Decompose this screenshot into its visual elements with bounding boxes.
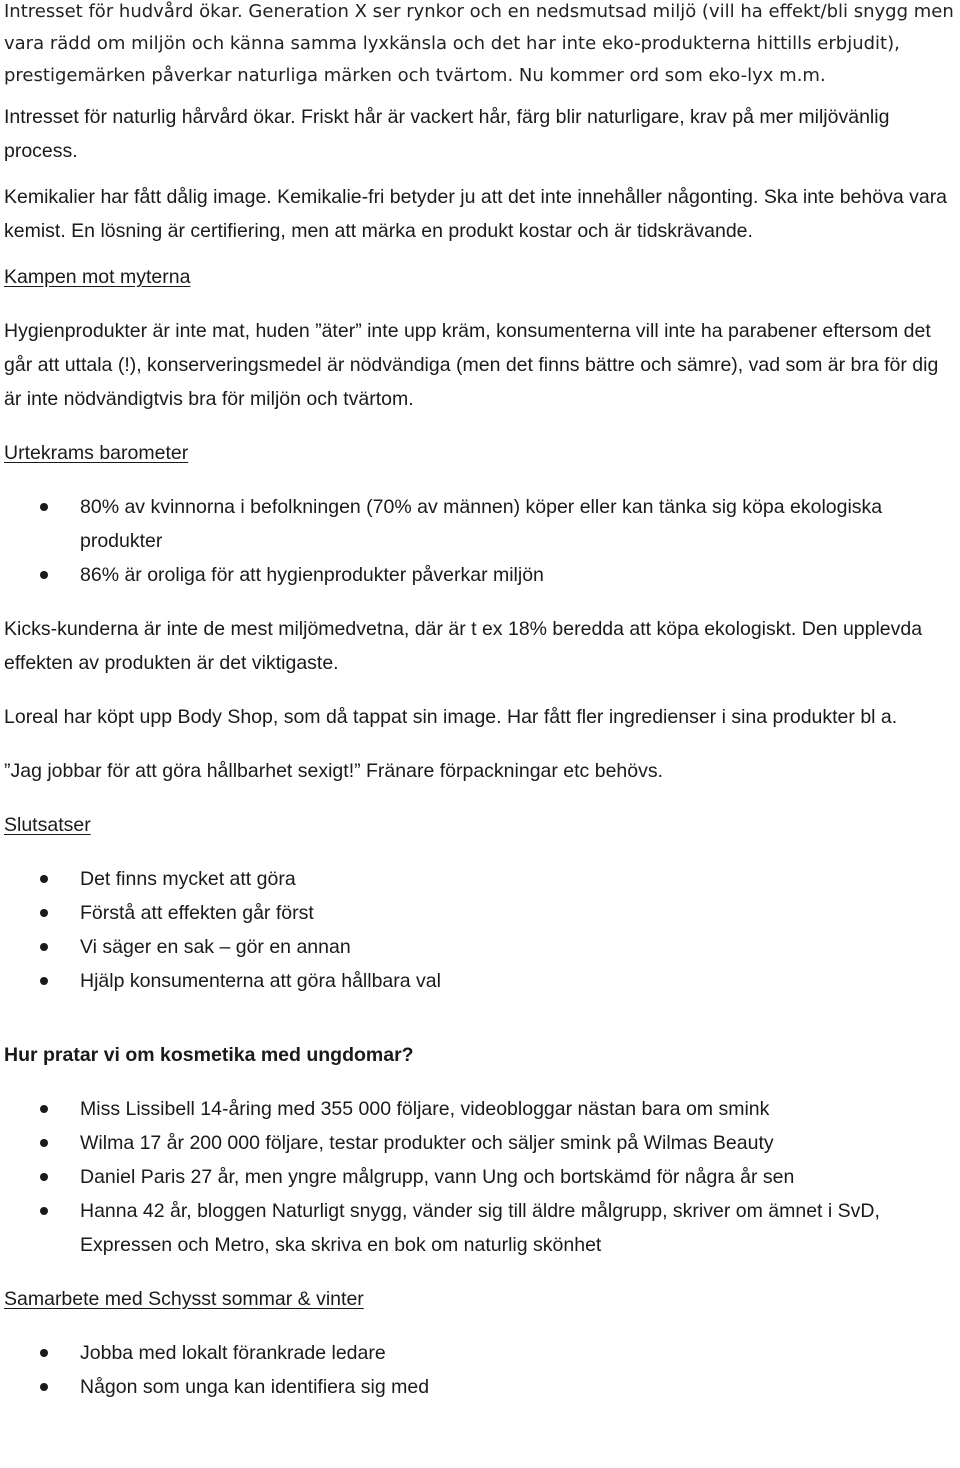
chemicals-paragraph: Kemikalier har fått dålig image. Kemikalie-fri betyder ju att det inte innehåller någonting. Ska inte behöva vara kemist. En lösning är certifiering, men att märka en produkt kostar och är tidskrävande.: [4, 186, 948, 242]
conclusions-heading: Slutsatser: [4, 814, 91, 836]
list-item: Det finns mycket att göra: [4, 862, 956, 896]
bullet-icon: [40, 1383, 48, 1391]
list-item: Hanna 42 år, bloggen Naturligt snygg, vänder sig till äldre målgrupp, skriver om ämnet i SvD, Expressen och Metro, ska skriva en bok om naturlig skönhet: [4, 1194, 956, 1262]
bullet-icon: [40, 875, 48, 883]
bullet-icon: [40, 1349, 48, 1357]
list-item: Hjälp konsumenterna att göra hållbara val: [4, 964, 956, 998]
intro-paragraph: Intresset för hudvård ökar. Generation X ser rynkor och en nedsmutsad miljö (vill ha effekt/bli snygg men vara rädd om miljön och känna samma lyxkänsla och det har inte eko-produkterna hittills erbjudit), prestigemärken påverkar naturliga märken och tvärtom. Nu kommer ord som eko-lyx m.m.: [4, 1, 954, 86]
list-item: Daniel Paris 27 år, men yngre målgrupp, vann Ung och bortskämd för några år sen: [4, 1160, 956, 1194]
barometer-heading: Urtekrams barometer: [4, 442, 189, 464]
youth-list: [4, 1092, 956, 1262]
youth-heading: Hur pratar vi om kosmetika med ungdomar?: [4, 1044, 414, 1066]
list-item: Vi säger en sak – gör en annan: [4, 930, 956, 964]
quote-paragraph: ”Jag jobbar för att göra hållbarhet sexigt!” Fränare förpackningar etc behövs.: [4, 760, 664, 782]
myths-paragraph: Hygienprodukter är inte mat, huden ”äter” inte upp kräm, konsumenterna vill inte ha parabener eftersom det går att uttala (!), konserveringsmedel är nödvändiga (men det finns bättre och sämre), vad som är bra för dig är inte nödvändigtvis bra för miljön och tvärtom.: [4, 320, 939, 410]
myths-heading: Kampen mot myterna: [4, 266, 191, 288]
hair-paragraph: Intresset för naturlig hårvård ökar. Friskt hår är vackert hår, färg blir naturligare, krav på mer miljövänlig process.: [4, 106, 890, 162]
bullet-icon: [40, 503, 48, 511]
list-item: 86% är oroliga för att hygienprodukter påverkar miljön: [4, 558, 956, 592]
barometer-list: [4, 490, 956, 592]
list-item: Wilma 17 år 200 000 följare, testar produkter och säljer smink på Wilmas Beauty: [4, 1126, 956, 1160]
bullet-icon: [40, 909, 48, 917]
bullet-icon: [40, 1105, 48, 1113]
list-item: Förstå att effekten går först: [4, 896, 956, 930]
collab-list: [4, 1336, 956, 1404]
conclusions-list: [4, 862, 956, 998]
list-item: Någon som unga kan identifiera sig med: [4, 1370, 956, 1404]
document-page: [4, 0, 956, 1404]
bullet-icon: [40, 1173, 48, 1181]
list-item: Jobba med lokalt förankrade ledare: [4, 1336, 956, 1370]
bullet-icon: [40, 571, 48, 579]
bullet-icon: [40, 1207, 48, 1215]
collab-heading: Samarbete med Schysst sommar & vinter: [4, 1288, 364, 1310]
kicks-paragraph: Kicks-kunderna är inte de mest miljömedvetna, där är t ex 18% beredda att köpa ekologiskt. Den upplevda effekten av produkten är det viktigaste.: [4, 618, 923, 674]
list-item: 80% av kvinnorna i befolkningen (70% av männen) köper eller kan tänka sig köpa ekologiska produkter: [4, 490, 956, 558]
bullet-icon: [40, 1139, 48, 1147]
loreal-paragraph: Loreal har köpt upp Body Shop, som då tappat sin image. Har fått fler ingredienser i sina produkter bl a.: [4, 706, 898, 728]
bullet-icon: [40, 977, 48, 985]
list-item: Miss Lissibell 14-åring med 355 000 följare, videobloggar nästan bara om smink: [4, 1092, 956, 1126]
bullet-icon: [40, 943, 48, 951]
